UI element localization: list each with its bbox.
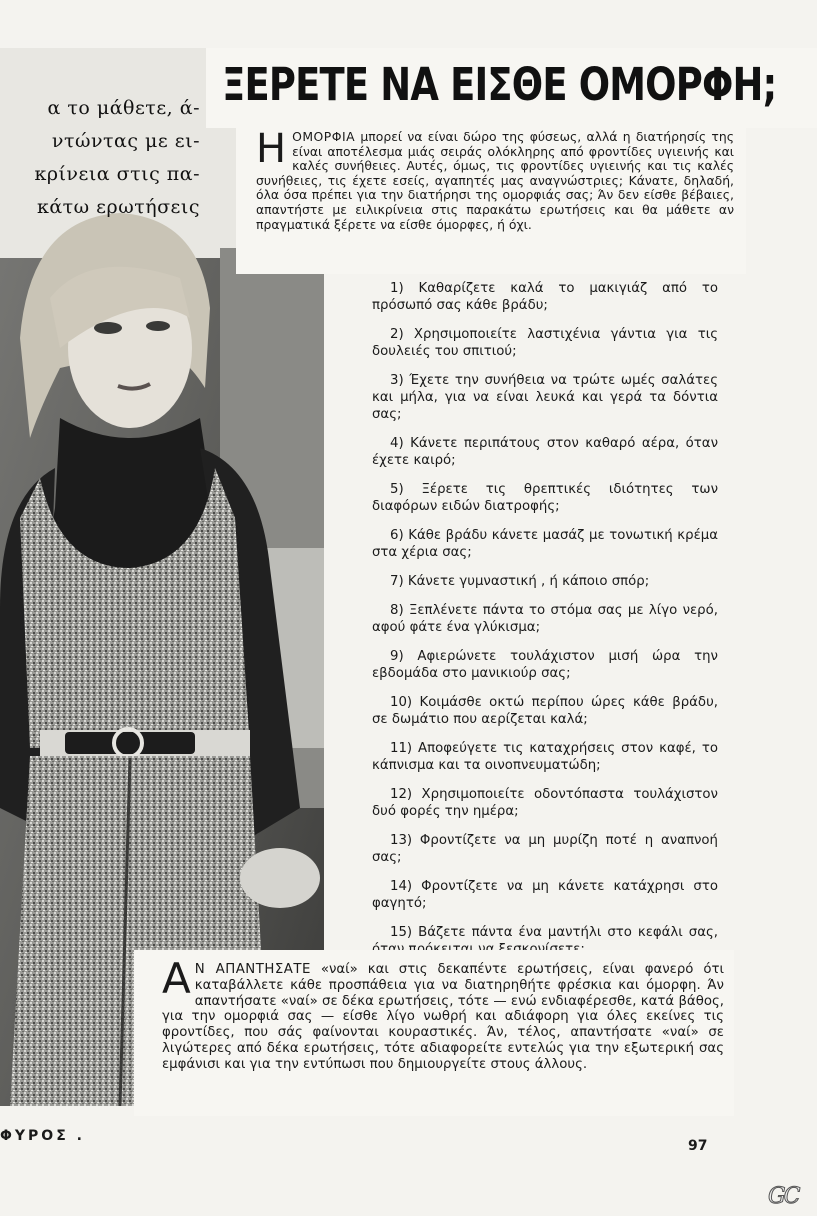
question-item: 3) Έχετε την συνήθεια να τρώτε ωμές σαλάτες και μήλα, για να είναι λευκά και γερά τα δόντια σας; <box>372 373 718 422</box>
question-list <box>372 280 718 970</box>
answer-dropcap: Α <box>162 954 191 1003</box>
question-item: 7) Κάνετε γυμναστική , ή κάποιο σπόρ; <box>390 574 650 589</box>
question-item: 10) Κοιμάσθε οκτώ περίπου ώρες κάθε βράδυ, σε δωμάτιο που αερίζεται καλά; <box>372 695 718 727</box>
question-item: 2) Χρησιμοποιείτε λαστιχένια γάντια για τις δουλειές του σπιτιού; <box>372 327 718 359</box>
question-item: 4) Κάνετε περιπάτους στον καθαρό αέρα, όταν έχετε καιρό; <box>372 436 718 468</box>
question-item: 14) Φροντίζετε να μη κάνετε κατάχρησι στο φαγητό; <box>372 879 718 911</box>
question-item: 13) Φροντίζετε να μη μυρίζη ποτέ η αναπνοή σας; <box>372 833 718 865</box>
question-item: 8) Ξεπλένετε πάντα το στόμα σας με λίγο νερό, αφού φάτε ένα γλύκισμα; <box>372 603 718 635</box>
page-number: 97 <box>688 1138 708 1154</box>
overlay-line: α το μάθετε, ά- <box>47 97 200 119</box>
overlay-line: ντώντας με ει- <box>51 130 200 152</box>
intro-text: μπορεί να είναι δώρο της φύσεως, αλλά η διατήρησίς της είναι αποτέλεσμα μιάς σειράς ολόκληρης από φροντίδες υγιεινής και καλές συνήθειες. Αυτές, όμως, τις φροντίδες υγιεινής και τις καλές συνήθειες, τις έχετε εσείς, αγαπητές μας αναγνώστριες; Κάνατε, δηλαδή, όλα όσα πρέπει για την διατήρησι της ομορφιάς σας; Άν δεν είσθε βέβαιες, απαντήστε με ειλικρίνεια στις παρακάτω ερωτήσεις και θα μάθετε αν πραγματικά ξέρετε να είσθε όμορφες, ή όχι. <box>256 129 734 232</box>
article-title: ΞΕΡΕΤΕ ΝΑ ΕΙΣΘΕ ΟΜΟΡΦΗ; <box>222 58 777 111</box>
answer-text: «ναί» και στις δεκαπέντε ερωτήσεις, είναι φανερό ότι καταβάλλετε κάθε προσπάθεια για να διατηρηθήτε φρέσκια και όμορφη. Άν απαντήσατε «ναί» σε δέκα ερωτήσεις, τότε — ενώ ενδιαφέρεσθε, κατά βάθος, για την ομορφιά σας — είσθε λίγο νωθρή και αδιάφορη για όλες εκείνες τις φροντίδες, που σάς φαίνονται κουραστικές. Άν, τέλος, απαντήσατε «ναί» σε λιγώτερες από δέκα ερωτήσεις, τότε αδιαφορείτε εντελώς για την εξωτερική σας εμφάνισι και για την εντύπωσι που δημιουργείτε στους άλλους. <box>162 962 724 1072</box>
question-item: 12) Χρησιμοποιείτε οδοντόπαστα τουλάχιστον δυό φορές την ημέρα; <box>372 787 718 819</box>
question-item: 1) Καθαρίζετε καλά το μακιγιάζ από το πρόσωπό σας κάθε βράδυ; <box>372 281 718 313</box>
intro-dropcap: Η <box>256 126 287 172</box>
question-item: 15) Βάζετε πάντα ένα μαντήλι στο κεφάλι σας, <box>390 925 718 940</box>
intro-paragraph <box>236 124 746 274</box>
question-item: 11) Αποφεύγετε τις καταχρήσεις στον καφέ, το κάπνισμα και τα οινοπνευματώδη; <box>372 741 718 773</box>
question-item: 9) Αφιερώνετε τουλάχιστον μισή ώρα την εβδομάδα στο μανικιούρ σας; <box>372 649 718 681</box>
question-item: 6) Κάθε βράδυ κάνετε μασάζ με τονωτική κρέμα στα χέρια σας; <box>372 528 718 560</box>
overlay-line: κρίνεια στις πα- <box>34 163 200 185</box>
magazine-name: ΦΥΡΟΣ . <box>0 1128 85 1144</box>
overlay-line: κάτω ερωτήσεις <box>36 196 200 218</box>
question-item: 5) Ξέρετε τις θρεπτικές ιδιότητες των διαφόρων ειδών διατροφής; <box>372 482 718 514</box>
photo-overlay-text <box>0 92 200 224</box>
answer-lead: Ν ΑΠΑΝΤΗΣΑΤΕ <box>194 962 311 977</box>
intro-lead: ΟΜΟΡΦΙΑ <box>292 129 356 144</box>
watermark-logo: GC <box>768 1184 799 1209</box>
answer-paragraph <box>134 950 734 1116</box>
